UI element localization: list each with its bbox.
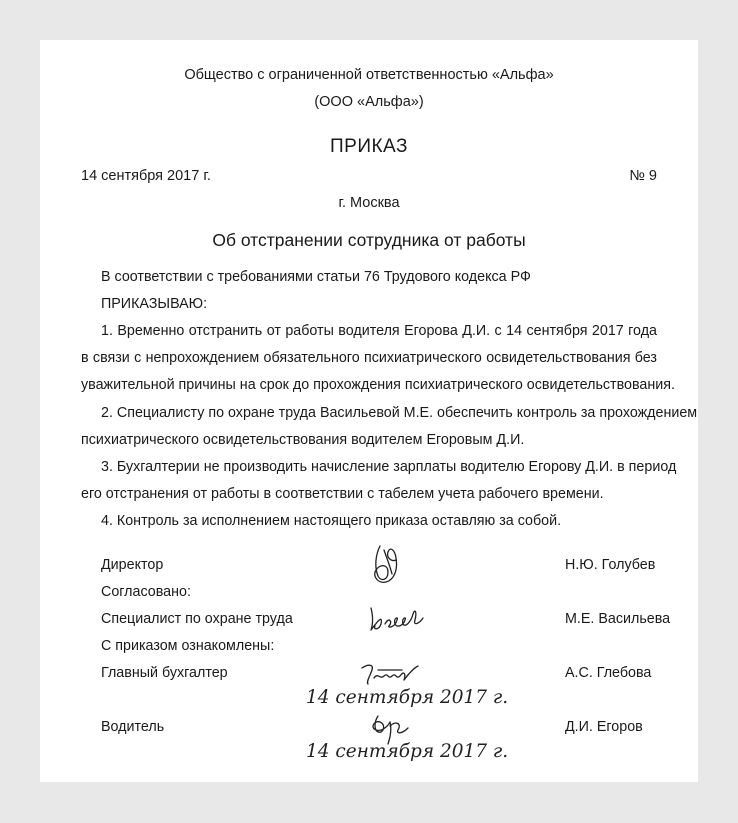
director-position: Директор [101, 557, 164, 573]
accountant-name: А.С. Глебова [565, 665, 652, 681]
director-name: Н.Ю. Голубев [565, 557, 656, 573]
agreed-label: Согласовано: [101, 584, 191, 600]
item-3-line-2: его отстранения от работы в соответствии с табелем учета рабочего времени. [81, 486, 604, 502]
document-page [40, 40, 698, 782]
order-word: ПРИКАЗЫВАЮ: [101, 296, 208, 312]
item-2-line-1: 2. Специалисту по охране труда Васильевой М.Е. обеспечить контроль за прохождением [101, 405, 698, 421]
document-number: № 9 [629, 168, 657, 184]
accountant-signature [358, 658, 422, 688]
item-1-line-1: 1. Временно отстранить от работы водителя Егорова Д.И. с 14 сентября 2017 года [101, 323, 657, 339]
document-subject: Об отстранении сотрудника от работы [212, 230, 526, 250]
accountant-position: Главный бухгалтер [101, 665, 228, 681]
document-city: г. Москва [338, 195, 400, 211]
item-1-line-3: уважительной причины на срок до прохождения психиатрического освидетельствования. [81, 377, 675, 393]
item-4-line-1: 4. Контроль за исполнением настоящего приказа оставляю за собой. [101, 513, 562, 529]
safety-signature [365, 600, 425, 636]
safety-position: Специалист по охране труда [101, 611, 293, 627]
acquainted-label: С приказом ознакомлены: [101, 638, 275, 654]
organization-name: Общество с ограниченной ответственностью «Альфа» [184, 67, 554, 83]
item-3-line-1: 3. Бухгалтерии не производить начисление зарплаты водителю Егорову Д.И. в период [101, 459, 677, 475]
safety-name: М.Е. Васильева [565, 611, 671, 627]
organization-short-name: (ООО «Альфа») [314, 94, 424, 110]
document-title: ПРИКАЗ [330, 136, 408, 157]
driver-handwritten-date: 14 сентября 2017 г. [306, 741, 509, 762]
document-date: 14 сентября 2017 г. [81, 168, 211, 184]
driver-name: Д.И. Егоров [565, 719, 643, 735]
item-2-line-2: психиатрического освидетельствования водителем Егоровым Д.И. [81, 432, 525, 448]
item-1-line-2: в связи с непрохождением обязательного психиатрического освидетельствования без [81, 350, 657, 366]
director-signature [366, 540, 406, 588]
accountant-handwritten-date: 14 сентября 2017 г. [306, 687, 509, 708]
basis-text: В соответствии с требованиями статьи 76 Трудового кодекса РФ [101, 269, 531, 285]
driver-position: Водитель [101, 719, 165, 735]
